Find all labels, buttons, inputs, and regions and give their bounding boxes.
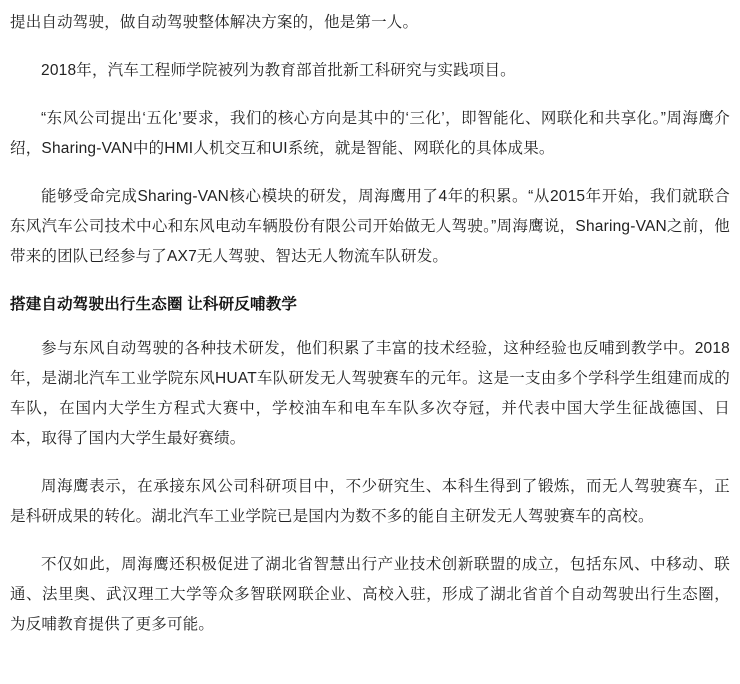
paragraph: 参与东风自动驾驶的各种技术研发，他们积累了丰富的技术经验，这种经验也反哺到教学中。2018年，是湖北汽车工业学院东风HUAT车队研发无人驾驶赛车的元年。这是一支由多个学科学生组建而成的车队，在国内大学生方程式大赛中，学校油车和电车车队多次夺冠，并代表中国大学生征战德国、日本，取得了国内大学生最好赛绩。	[10, 340, 730, 447]
paragraph: 周海鹰表示，在承接东风公司科研项目中，不少研究生、本科生得到了锻炼，而无人驾驶赛车，正是科研成果的转化。湖北汽车工业学院已是国内为数不多的能自主研发无人驾驶赛车的高校。	[10, 478, 730, 525]
paragraph: 能够受命完成Sharing-VAN核心模块的研发，周海鹰用了4年的积累。“从2015年开始，我们就联合东风汽车公司技术中心和东风电动车辆股份有限公司开始做无人驾驶。”周海鹰说，Sharing-VAN之前，他带来的团队已经参与了AX7无人驾驶、智达无人物流车队研发。	[10, 188, 730, 265]
paragraph: “东风公司提出‘五化’要求，我们的核心方向是其中的‘三化’，即智能化、网联化和共享化。”周海鹰介绍，Sharing-VAN中的HMI人机交互和UI系统，就是智能、网联化的具体成果。	[10, 110, 730, 157]
paragraph: 提出自动驾驶，做自动驾驶整体解决方案的，他是第一人。	[10, 14, 419, 31]
paragraph: 2018年，汽车工程师学院被列为教育部首批新工科研究与实践项目。	[41, 62, 516, 79]
section-subheading: 搭建自动驾驶出行生态圈 让科研反哺教学	[10, 296, 298, 313]
paragraph: 不仅如此，周海鹰还积极促进了湖北省智慧出行产业技术创新联盟的成立，包括东风、中移动、联通、法里奥、武汉理工大学等众多智联网联企业、高校入驻，形成了湖北省首个自动驾驶出行生态圈，为反哺教育提供了更多可能。	[10, 556, 730, 633]
